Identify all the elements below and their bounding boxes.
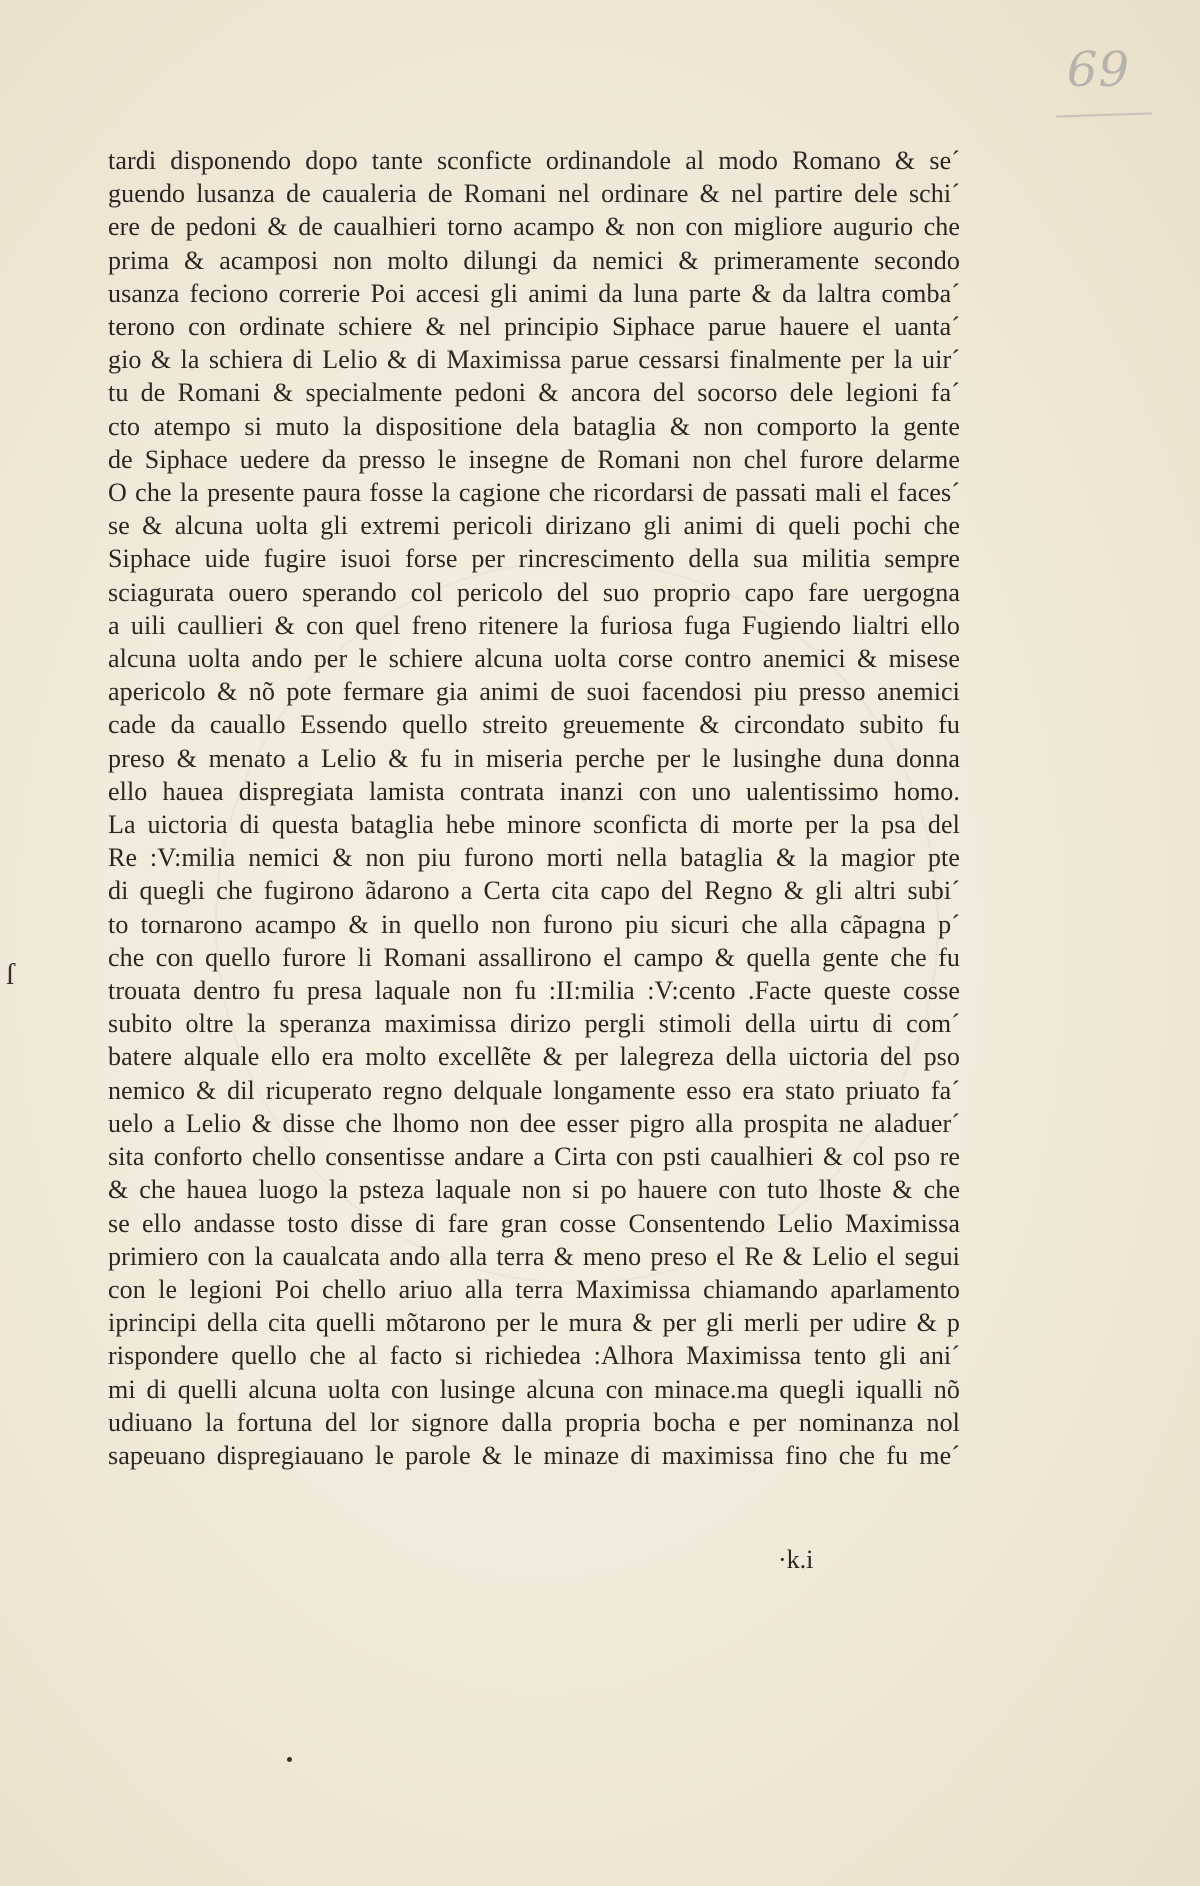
text-line: terono con ordinate schiere & nel principio Siphace parue hauere el uanta´ — [108, 312, 960, 342]
folio-underline — [1056, 112, 1152, 117]
text-line: cto atempo si muto la dispositione dela bataglia & non comporto la gente — [108, 411, 960, 441]
text-line: mi di quelli alcuna uolta con lusinge alcuna con minace.ma quegli iqualli nõ — [108, 1374, 960, 1404]
text-line: preso & menato a Lelio & fu in miseria perche per le lusinghe duna donna — [108, 743, 960, 773]
text-line: primiero con la caualcata ando alla terra & meno preso el Re & Lelio el segui — [108, 1241, 960, 1271]
text-line: se ello andasse tosto disse di fare gran cosse Consentendo Lelio Maximissa — [108, 1208, 960, 1238]
signature-mark: ·k.i — [778, 1545, 814, 1574]
text-line: cade da cauallo Essendo quello streito greuemente & circondato subito fu — [108, 710, 960, 740]
text-line: Siphace uide fugire isuoi forse per rincrescimento della sua militia sempre — [108, 544, 960, 574]
text-line: iprincipi della cita quelli mõtarono per le mura & per gli merli per udire & p — [108, 1308, 960, 1338]
text-line: ello hauea dispregiata lamista contrata inanzi con uno ualentissimo homo. — [108, 776, 960, 806]
ink-dot — [287, 1757, 292, 1762]
text-line: La uictoria di questa bataglia hebe minore sconficta di morte per la psa del — [108, 810, 960, 840]
text-block — [108, 144, 960, 1472]
text-line: apericolo & nõ pote fermare gia animi de suoi facendosi piu presso anemici — [108, 677, 960, 707]
text-line: & che hauea luogo la psteza laquale non si po hauere con tuto lhoste & che — [108, 1175, 960, 1205]
text-line: sita conforto chello consentisse andare a Cirta con psti caualhieri & col pso re — [108, 1142, 960, 1172]
text-line: a uili caullieri & con quel freno ritenere la furiosa fuga Fugiendo lialtri ello — [108, 610, 960, 640]
text-line: tardi disponendo dopo tante sconficte ordinandole al modo Romano & se´ — [108, 146, 960, 175]
folio-number: 69 — [1066, 42, 1130, 98]
text-line: guendo lusanza de caualeria de Romani nel ordinare & nel partire dele schi´ — [108, 179, 960, 209]
text-line: alcuna uolta ando per le schiere alcuna uolta corse contro anemici & misese — [108, 644, 960, 674]
text-line: udiuano la fortuna del lor signore dalla propria bocha e per nominanza nol — [108, 1407, 960, 1437]
text-line: gio & la schiera di Lelio & di Maximissa parue cessarsi finalmente per la uir´ — [108, 345, 960, 375]
text-line: batere alquale ello era molto excellẽte & per lalegreza della uictoria del pso — [108, 1042, 960, 1072]
text-line: Re :V:milia nemici & non piu furono morti nella bataglia & la magior pte — [108, 843, 960, 873]
text-line: se & alcuna uolta gli extremi pericoli dirizano gli animi di queli pochi che — [108, 511, 960, 541]
text-line: sciagurata ouero sperando col pericolo del suo proprio capo fare uergogna — [108, 577, 960, 607]
text-line: prima & acamposi non molto dilungi da nemici & primeramente secondo — [108, 245, 960, 275]
text-line: O che la presente paura fosse la cagione che ricordarsi de passati mali el faces´ — [108, 478, 960, 508]
text-line: con le legioni Poi chello ariuo alla terra Maximissa chiamando aparlamento — [108, 1274, 960, 1304]
text-line: subito oltre la speranza maximissa dirizo pergli stimoli della uirtu di com´ — [108, 1009, 960, 1039]
text-line: uelo a Lelio & disse che lhomo non dee esser pigro alla prospita ne aladuer´ — [108, 1108, 960, 1138]
text-line: tu de Romani & specialmente pedoni & ancora del socorso dele legioni fa´ — [108, 378, 960, 408]
text-line: sapeuano dispregiauano le parole & le minaze di maximissa fino che fu me´ — [108, 1440, 960, 1470]
text-line: de Siphace uedere da presso le insegne de Romani non chel furore delarme — [108, 444, 960, 474]
margin-mark: ſ — [6, 958, 15, 991]
text-line: ere de pedoni & de caualhieri torno acampo & non con migliore augurio che — [108, 212, 960, 242]
text-line: nemico & dil ricuperato regno delquale longamente esso era stato priuato fa´ — [108, 1075, 960, 1105]
text-line: to tornarono acampo & in quello non furono piu sicuri che alla cãpagna p´ — [108, 909, 960, 939]
text-line: rispondere quello che al facto si richiedea :Alhora Maximissa tento gli ani´ — [108, 1341, 960, 1371]
text-line: trouata dentro fu presa laquale non fu :II:milia :V:cento .Facte queste cosse — [108, 976, 960, 1006]
text-line: che con quello furore li Romani assallirono el campo & quella gente che fu — [108, 942, 960, 972]
text-line: di quegli che fugirono ãdarono a Certa cita capo del Regno & gli altri subi´ — [108, 876, 960, 906]
text-line: usanza feciono correrie Poi accesi gli animi da luna parte & da laltra comba´ — [108, 278, 960, 308]
